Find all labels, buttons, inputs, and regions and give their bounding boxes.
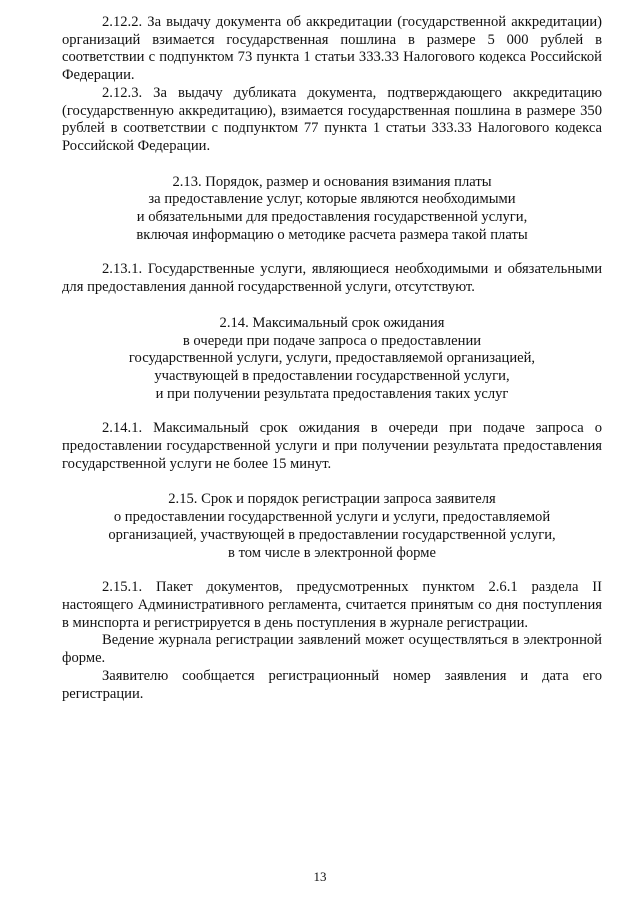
heading-line: 2.14. Максимальный срок ожидания xyxy=(219,314,445,331)
paragraph-2-15-1: 2.15.1. Пакет документов, предусмотренных пунктом 2.6.1 раздела II настоящего Административного регламента, считается принятым со дня поступления в минспорта и регистрируется в день поступления в журнале регистрации. xyxy=(62,579,602,631)
paragraph-registration-number: Заявителю сообщается регистрационный номер заявления и дата его регистрации. xyxy=(62,667,602,702)
section-heading-2-13 xyxy=(62,174,602,245)
heading-line: в том числе в электронной форме xyxy=(228,544,436,561)
heading-line: 2.13. Порядок, размер и основания взимания платы xyxy=(172,173,492,190)
paragraph-2-13-1: 2.13.1. Государственные услуги, являющиеся необходимыми и обязательными для предоставления данной государственной услуги, отсутствуют. xyxy=(62,261,602,296)
heading-line: 2.15. Срок и порядок регистрации запроса заявителя xyxy=(168,491,496,508)
heading-line: организацией, участвующей в предоставлении государственной услуги, xyxy=(108,526,556,543)
section-heading-2-15 xyxy=(62,491,602,562)
heading-line: включая информацию о методике расчета размера такой платы xyxy=(136,226,528,243)
paragraph-journal-electronic: Ведение журнала регистрации заявлений может осуществляться в электронной форме. xyxy=(62,632,602,667)
section-heading-2-14 xyxy=(62,315,602,404)
paragraph-2-12-2: 2.12.2. За выдачу документа об аккредитации (государственной аккредитации) организаций взимается государственная пошлина в размере 5 000 рублей в соответствии с подпунктом 73 пункта 1 статьи 333.33 Налогового кодекса Российской Федерации. xyxy=(62,14,602,84)
heading-line: государственной услуги, услуги, предоставляемой организацией, xyxy=(128,350,536,367)
heading-line: и обязательными для предоставления государственной услуги, xyxy=(136,209,528,226)
heading-line: участвующей в предоставлении государственной услуги, xyxy=(154,367,510,384)
heading-line: за предоставление услуг, которые являются необходимыми xyxy=(148,191,516,208)
heading-line: и при получении результата предоставления таких услуг xyxy=(155,385,509,402)
heading-line: в очереди при подаче запроса о предоставлении xyxy=(182,332,482,349)
page-number: 13 xyxy=(313,869,327,884)
document-page xyxy=(62,14,602,703)
paragraph-2-12-3: 2.12.3. За выдачу дубликата документа, подтверждающего аккредитацию (государственную аккредитацию), взимается государственная пошлина в размере 350 рублей в соответствии с подпунктом 77 пункта 1 статьи 333.33 Налогового кодекса Российской Федерации. xyxy=(62,84,602,154)
heading-line: о предоставлении государственной услуги и услуги, предоставляемой xyxy=(113,509,551,526)
paragraph-2-14-1: 2.14.1. Максимальный срок ожидания в очереди при подаче запроса о предоставлении государственной услуги и при получении результата предоставления государственной услуги не более 15 минут. xyxy=(62,420,602,472)
